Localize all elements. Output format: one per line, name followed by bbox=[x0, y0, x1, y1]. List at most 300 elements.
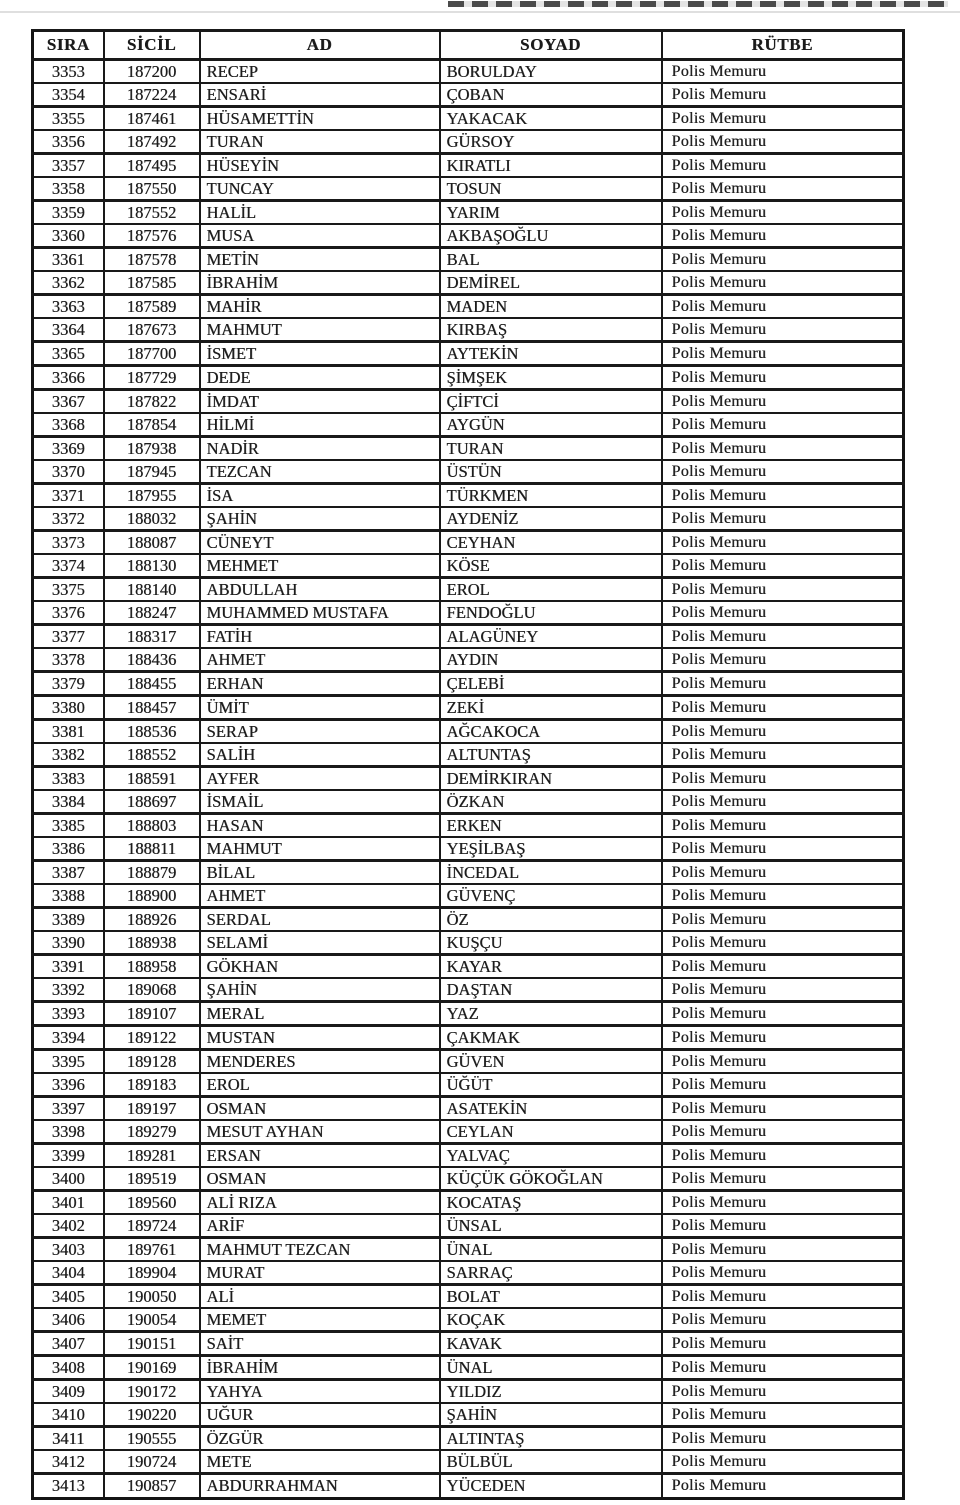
soyad-cell: ÇİFTCİ bbox=[440, 390, 662, 414]
soyad-cell: BORULDAY bbox=[440, 60, 662, 84]
soyad-cell: YAKACAK bbox=[440, 107, 662, 131]
sicil-cell: 187576 bbox=[104, 224, 200, 248]
sira-cell: 3353 bbox=[33, 60, 104, 84]
ad-cell: NADİR bbox=[200, 437, 440, 461]
sicil-cell: 188032 bbox=[104, 507, 200, 531]
sicil-cell: 188879 bbox=[104, 861, 200, 885]
soyad-cell: CEYLAN bbox=[440, 1120, 662, 1144]
sira-cell: 3383 bbox=[33, 767, 104, 791]
ad-cell: ALİ bbox=[200, 1285, 440, 1309]
table-row bbox=[33, 955, 904, 979]
soyad-cell: ASATEKİN bbox=[440, 1097, 662, 1121]
table-row bbox=[33, 1026, 904, 1050]
ad-cell: ÖZGÜR bbox=[200, 1427, 440, 1451]
sira-cell: 3396 bbox=[33, 1073, 104, 1097]
sicil-cell: 187585 bbox=[104, 271, 200, 295]
soyad-cell: KOCATAŞ bbox=[440, 1191, 662, 1215]
sicil-cell: 187461 bbox=[104, 107, 200, 131]
ad-cell: OSMAN bbox=[200, 1167, 440, 1191]
soyad-cell: AĞCAKOCA bbox=[440, 720, 662, 744]
rutbe-cell: Polis Memuru bbox=[662, 908, 904, 932]
rutbe-cell: Polis Memuru bbox=[662, 554, 904, 578]
sira-cell: 3388 bbox=[33, 884, 104, 908]
table-row bbox=[33, 224, 904, 248]
sira-cell: 3413 bbox=[33, 1474, 104, 1499]
sicil-cell: 190555 bbox=[104, 1427, 200, 1451]
sira-cell: 3397 bbox=[33, 1097, 104, 1121]
table-row bbox=[33, 978, 904, 1002]
rutbe-cell: Polis Memuru bbox=[662, 318, 904, 342]
sira-cell: 3374 bbox=[33, 554, 104, 578]
soyad-cell: YILDIZ bbox=[440, 1380, 662, 1404]
rutbe-cell: Polis Memuru bbox=[662, 295, 904, 319]
sira-cell: 3386 bbox=[33, 837, 104, 861]
ad-cell: ALİ RIZA bbox=[200, 1191, 440, 1215]
ad-cell: İSMAİL bbox=[200, 790, 440, 814]
rutbe-cell: Polis Memuru bbox=[662, 648, 904, 672]
sira-cell: 3379 bbox=[33, 672, 104, 696]
sira-cell: 3411 bbox=[33, 1427, 104, 1451]
table-row bbox=[33, 743, 904, 767]
rutbe-cell: Polis Memuru bbox=[662, 1261, 904, 1285]
table-row bbox=[33, 861, 904, 885]
rutbe-cell: Polis Memuru bbox=[662, 484, 904, 508]
rutbe-cell: Polis Memuru bbox=[662, 248, 904, 272]
table-row bbox=[33, 672, 904, 696]
table-row bbox=[33, 837, 904, 861]
ad-cell: İSMET bbox=[200, 342, 440, 366]
table-row bbox=[33, 931, 904, 955]
sicil-cell: 188591 bbox=[104, 767, 200, 791]
sicil-cell: 188926 bbox=[104, 908, 200, 932]
soyad-cell: YARIM bbox=[440, 201, 662, 225]
rutbe-cell: Polis Memuru bbox=[662, 1285, 904, 1309]
table-row bbox=[33, 248, 904, 272]
rutbe-cell: Polis Memuru bbox=[662, 767, 904, 791]
rutbe-cell: Polis Memuru bbox=[662, 884, 904, 908]
sicil-cell: 187224 bbox=[104, 83, 200, 107]
table-row bbox=[33, 366, 904, 390]
sicil-cell: 189068 bbox=[104, 978, 200, 1002]
sira-cell: 3371 bbox=[33, 484, 104, 508]
sira-cell: 3367 bbox=[33, 390, 104, 414]
ad-cell: MEHMET bbox=[200, 554, 440, 578]
ad-cell: CÜNEYT bbox=[200, 531, 440, 555]
soyad-cell: GÜVEN bbox=[440, 1050, 662, 1074]
sicil-cell: 188900 bbox=[104, 884, 200, 908]
sira-cell: 3362 bbox=[33, 271, 104, 295]
ad-cell: AHMET bbox=[200, 648, 440, 672]
soyad-cell: AYTEKİN bbox=[440, 342, 662, 366]
ad-cell: HASAN bbox=[200, 814, 440, 838]
soyad-cell: ALTINTAŞ bbox=[440, 1427, 662, 1451]
table-row bbox=[33, 1097, 904, 1121]
rutbe-cell: Polis Memuru bbox=[662, 1073, 904, 1097]
soyad-cell: EROL bbox=[440, 578, 662, 602]
table-row bbox=[33, 507, 904, 531]
rutbe-cell: Polis Memuru bbox=[662, 578, 904, 602]
rutbe-cell: Polis Memuru bbox=[662, 1144, 904, 1168]
sira-cell: 3399 bbox=[33, 1144, 104, 1168]
sira-cell: 3400 bbox=[33, 1167, 104, 1191]
sicil-cell: 190172 bbox=[104, 1380, 200, 1404]
rutbe-cell: Polis Memuru bbox=[662, 790, 904, 814]
soyad-cell: CEYHAN bbox=[440, 531, 662, 555]
soyad-cell: İNCEDAL bbox=[440, 861, 662, 885]
table-row bbox=[33, 814, 904, 838]
rutbe-cell: Polis Memuru bbox=[662, 83, 904, 107]
table-row bbox=[33, 1285, 904, 1309]
soyad-cell: GÜVENÇ bbox=[440, 884, 662, 908]
rutbe-cell: Polis Memuru bbox=[662, 955, 904, 979]
sicil-cell: 188938 bbox=[104, 931, 200, 955]
soyad-cell: YAZ bbox=[440, 1002, 662, 1026]
soyad-cell: ÜNAL bbox=[440, 1356, 662, 1380]
ad-cell: ARİF bbox=[200, 1214, 440, 1238]
table-row bbox=[33, 1356, 904, 1380]
table-row bbox=[33, 177, 904, 201]
soyad-cell: AYDIN bbox=[440, 648, 662, 672]
sira-cell: 3391 bbox=[33, 955, 104, 979]
ad-cell: ERSAN bbox=[200, 1144, 440, 1168]
table-row bbox=[33, 1427, 904, 1451]
ad-cell: TUNCAY bbox=[200, 177, 440, 201]
rutbe-cell: Polis Memuru bbox=[662, 201, 904, 225]
sira-cell: 3366 bbox=[33, 366, 104, 390]
rutbe-cell: Polis Memuru bbox=[662, 130, 904, 154]
ad-cell: TEZCAN bbox=[200, 460, 440, 484]
sira-cell: 3382 bbox=[33, 743, 104, 767]
ad-cell: EROL bbox=[200, 1073, 440, 1097]
table-row bbox=[33, 790, 904, 814]
sicil-cell: 190151 bbox=[104, 1332, 200, 1356]
sira-cell: 3361 bbox=[33, 248, 104, 272]
ad-cell: SERDAL bbox=[200, 908, 440, 932]
ad-cell: HÜSEYİN bbox=[200, 154, 440, 178]
sira-cell: 3395 bbox=[33, 1050, 104, 1074]
ad-cell: SALİH bbox=[200, 743, 440, 767]
soyad-cell: KIRATLI bbox=[440, 154, 662, 178]
soyad-cell: MADEN bbox=[440, 295, 662, 319]
sira-cell: 3378 bbox=[33, 648, 104, 672]
sira-cell: 3405 bbox=[33, 1285, 104, 1309]
sira-cell: 3358 bbox=[33, 177, 104, 201]
soyad-cell: TURAN bbox=[440, 437, 662, 461]
ad-cell: SERAP bbox=[200, 720, 440, 744]
sicil-cell: 188436 bbox=[104, 648, 200, 672]
table-row bbox=[33, 1450, 904, 1474]
table-row bbox=[33, 1332, 904, 1356]
table-row bbox=[33, 1144, 904, 1168]
ad-cell: HİLMİ bbox=[200, 413, 440, 437]
sicil-cell: 190169 bbox=[104, 1356, 200, 1380]
rutbe-cell: Polis Memuru bbox=[662, 107, 904, 131]
ad-cell: ABDULLAH bbox=[200, 578, 440, 602]
sira-cell: 3387 bbox=[33, 861, 104, 885]
sira-cell: 3385 bbox=[33, 814, 104, 838]
soyad-cell: ZEKİ bbox=[440, 696, 662, 720]
sira-cell: 3384 bbox=[33, 790, 104, 814]
table-row bbox=[33, 130, 904, 154]
table-row bbox=[33, 625, 904, 649]
sicil-cell: 187673 bbox=[104, 318, 200, 342]
sira-cell: 3375 bbox=[33, 578, 104, 602]
ad-cell: UĞUR bbox=[200, 1403, 440, 1427]
scan-artifact-streak bbox=[448, 1, 948, 7]
sira-cell: 3357 bbox=[33, 154, 104, 178]
sira-cell: 3393 bbox=[33, 1002, 104, 1026]
table-row bbox=[33, 554, 904, 578]
soyad-cell: KAVAK bbox=[440, 1332, 662, 1356]
rutbe-cell: Polis Memuru bbox=[662, 1214, 904, 1238]
table-body bbox=[33, 60, 904, 1499]
table-row bbox=[33, 437, 904, 461]
ad-cell: SAİT bbox=[200, 1332, 440, 1356]
soyad-cell: DEMİREL bbox=[440, 271, 662, 295]
sira-cell: 3392 bbox=[33, 978, 104, 1002]
rutbe-cell: Polis Memuru bbox=[662, 507, 904, 531]
soyad-cell: ÜNSAL bbox=[440, 1214, 662, 1238]
sicil-cell: 188457 bbox=[104, 696, 200, 720]
sicil-cell: 187700 bbox=[104, 342, 200, 366]
ad-cell: MAHMUT TEZCAN bbox=[200, 1238, 440, 1262]
sicil-cell: 187729 bbox=[104, 366, 200, 390]
table-row bbox=[33, 696, 904, 720]
soyad-cell: ŞAHİN bbox=[440, 1403, 662, 1427]
table-row bbox=[33, 484, 904, 508]
sira-cell: 3390 bbox=[33, 931, 104, 955]
rutbe-cell: Polis Memuru bbox=[662, 1308, 904, 1332]
table-row bbox=[33, 1214, 904, 1238]
rutbe-cell: Polis Memuru bbox=[662, 743, 904, 767]
table-row bbox=[33, 413, 904, 437]
rutbe-cell: Polis Memuru bbox=[662, 413, 904, 437]
rutbe-cell: Polis Memuru bbox=[662, 814, 904, 838]
soyad-cell: ÖZ bbox=[440, 908, 662, 932]
header-sira: SIRA bbox=[33, 31, 104, 60]
sira-cell: 3360 bbox=[33, 224, 104, 248]
soyad-cell: DAŞTAN bbox=[440, 978, 662, 1002]
ad-cell: MAHMUT bbox=[200, 318, 440, 342]
sicil-cell: 188247 bbox=[104, 601, 200, 625]
sicil-cell: 187589 bbox=[104, 295, 200, 319]
ad-cell: ERHAN bbox=[200, 672, 440, 696]
sicil-cell: 189519 bbox=[104, 1167, 200, 1191]
soyad-cell: GÜRSOY bbox=[440, 130, 662, 154]
sira-cell: 3354 bbox=[33, 83, 104, 107]
sicil-cell: 187492 bbox=[104, 130, 200, 154]
soyad-cell: TOSUN bbox=[440, 177, 662, 201]
rutbe-cell: Polis Memuru bbox=[662, 460, 904, 484]
table-row bbox=[33, 1002, 904, 1026]
sicil-cell: 188552 bbox=[104, 743, 200, 767]
table-row bbox=[33, 884, 904, 908]
rutbe-cell: Polis Memuru bbox=[662, 390, 904, 414]
ad-cell: İMDAT bbox=[200, 390, 440, 414]
sicil-cell: 188536 bbox=[104, 720, 200, 744]
rutbe-cell: Polis Memuru bbox=[662, 1474, 904, 1499]
ad-cell: ENSARİ bbox=[200, 83, 440, 107]
rutbe-cell: Polis Memuru bbox=[662, 837, 904, 861]
soyad-cell: BÜLBÜL bbox=[440, 1450, 662, 1474]
table-row bbox=[33, 390, 904, 414]
soyad-cell: YÜCEDEN bbox=[440, 1474, 662, 1499]
rutbe-cell: Polis Memuru bbox=[662, 1050, 904, 1074]
sicil-cell: 189904 bbox=[104, 1261, 200, 1285]
sicil-cell: 190054 bbox=[104, 1308, 200, 1332]
sira-cell: 3377 bbox=[33, 625, 104, 649]
sicil-cell: 187550 bbox=[104, 177, 200, 201]
rutbe-cell: Polis Memuru bbox=[662, 1332, 904, 1356]
table-row bbox=[33, 1120, 904, 1144]
ad-cell: MAHİR bbox=[200, 295, 440, 319]
soyad-cell: KIRBAŞ bbox=[440, 318, 662, 342]
sicil-cell: 188130 bbox=[104, 554, 200, 578]
rutbe-cell: Polis Memuru bbox=[662, 60, 904, 84]
ad-cell: TURAN bbox=[200, 130, 440, 154]
soyad-cell: AYGÜN bbox=[440, 413, 662, 437]
rutbe-cell: Polis Memuru bbox=[662, 1120, 904, 1144]
soyad-cell: ÇAKMAK bbox=[440, 1026, 662, 1050]
soyad-cell: KUŞÇU bbox=[440, 931, 662, 955]
soyad-cell: BAL bbox=[440, 248, 662, 272]
ad-cell: MURAT bbox=[200, 1261, 440, 1285]
table-row bbox=[33, 295, 904, 319]
sicil-cell: 189197 bbox=[104, 1097, 200, 1121]
sicil-cell: 189128 bbox=[104, 1050, 200, 1074]
sira-cell: 3407 bbox=[33, 1332, 104, 1356]
soyad-cell: ÜNAL bbox=[440, 1238, 662, 1262]
sira-cell: 3370 bbox=[33, 460, 104, 484]
sira-cell: 3372 bbox=[33, 507, 104, 531]
sira-cell: 3408 bbox=[33, 1356, 104, 1380]
rutbe-cell: Polis Memuru bbox=[662, 1097, 904, 1121]
sicil-cell: 188697 bbox=[104, 790, 200, 814]
rutbe-cell: Polis Memuru bbox=[662, 1427, 904, 1451]
table-row bbox=[33, 342, 904, 366]
sicil-cell: 189560 bbox=[104, 1191, 200, 1215]
sicil-cell: 188140 bbox=[104, 578, 200, 602]
sira-cell: 3412 bbox=[33, 1450, 104, 1474]
table-row bbox=[33, 1308, 904, 1332]
sicil-cell: 190857 bbox=[104, 1474, 200, 1499]
ad-cell: MERAL bbox=[200, 1002, 440, 1026]
ad-cell: HÜSAMETTİN bbox=[200, 107, 440, 131]
header-ad: AD bbox=[200, 31, 440, 60]
table-row bbox=[33, 601, 904, 625]
sira-cell: 3406 bbox=[33, 1308, 104, 1332]
table-row bbox=[33, 60, 904, 84]
soyad-cell: DEMİRKIRAN bbox=[440, 767, 662, 791]
sira-cell: 3401 bbox=[33, 1191, 104, 1215]
rutbe-cell: Polis Memuru bbox=[662, 1238, 904, 1262]
ad-cell: HALİL bbox=[200, 201, 440, 225]
sicil-cell: 190050 bbox=[104, 1285, 200, 1309]
sicil-cell: 187945 bbox=[104, 460, 200, 484]
sira-cell: 3409 bbox=[33, 1380, 104, 1404]
sicil-cell: 189761 bbox=[104, 1238, 200, 1262]
sira-cell: 3394 bbox=[33, 1026, 104, 1050]
ad-cell: MUHAMMED MUSTAFA bbox=[200, 601, 440, 625]
sicil-cell: 189281 bbox=[104, 1144, 200, 1168]
rutbe-cell: Polis Memuru bbox=[662, 154, 904, 178]
sira-cell: 3364 bbox=[33, 318, 104, 342]
sira-cell: 3369 bbox=[33, 437, 104, 461]
sicil-cell: 187495 bbox=[104, 154, 200, 178]
ad-cell: METE bbox=[200, 1450, 440, 1474]
table-header-row bbox=[33, 31, 904, 60]
table-row bbox=[33, 107, 904, 131]
soyad-cell: ALTUNTAŞ bbox=[440, 743, 662, 767]
rutbe-cell: Polis Memuru bbox=[662, 1380, 904, 1404]
soyad-cell: ÇOBAN bbox=[440, 83, 662, 107]
table-row bbox=[33, 318, 904, 342]
sira-cell: 3376 bbox=[33, 601, 104, 625]
ad-cell: ABDURRAHMAN bbox=[200, 1474, 440, 1499]
table-row bbox=[33, 1191, 904, 1215]
table-row bbox=[33, 271, 904, 295]
soyad-cell: KÜÇÜK GÖKOĞLAN bbox=[440, 1167, 662, 1191]
sira-cell: 3363 bbox=[33, 295, 104, 319]
ad-cell: MAHMUT bbox=[200, 837, 440, 861]
sira-cell: 3368 bbox=[33, 413, 104, 437]
table-row bbox=[33, 154, 904, 178]
ad-cell: MUSTAN bbox=[200, 1026, 440, 1050]
rutbe-cell: Polis Memuru bbox=[662, 1026, 904, 1050]
sicil-cell: 187955 bbox=[104, 484, 200, 508]
soyad-cell: FENDOĞLU bbox=[440, 601, 662, 625]
sira-cell: 3355 bbox=[33, 107, 104, 131]
soyad-cell: AKBAŞOĞLU bbox=[440, 224, 662, 248]
table-row bbox=[33, 578, 904, 602]
sira-cell: 3356 bbox=[33, 130, 104, 154]
ad-cell: SELAMİ bbox=[200, 931, 440, 955]
table-row bbox=[33, 531, 904, 555]
soyad-cell: ÜSTÜN bbox=[440, 460, 662, 484]
rutbe-cell: Polis Memuru bbox=[662, 931, 904, 955]
rutbe-cell: Polis Memuru bbox=[662, 672, 904, 696]
sicil-cell: 187200 bbox=[104, 60, 200, 84]
ad-cell: ÜMİT bbox=[200, 696, 440, 720]
ad-cell: MENDERES bbox=[200, 1050, 440, 1074]
table-row bbox=[33, 460, 904, 484]
table-row bbox=[33, 83, 904, 107]
table-row bbox=[33, 1073, 904, 1097]
soyad-cell: ÇELEBİ bbox=[440, 672, 662, 696]
soyad-cell: ÖZKAN bbox=[440, 790, 662, 814]
sicil-cell: 187552 bbox=[104, 201, 200, 225]
sira-cell: 3359 bbox=[33, 201, 104, 225]
soyad-cell: TÜRKMEN bbox=[440, 484, 662, 508]
soyad-cell: KAYAR bbox=[440, 955, 662, 979]
rutbe-cell: Polis Memuru bbox=[662, 978, 904, 1002]
sira-cell: 3389 bbox=[33, 908, 104, 932]
table-row bbox=[33, 1403, 904, 1427]
rutbe-cell: Polis Memuru bbox=[662, 601, 904, 625]
sicil-cell: 188455 bbox=[104, 672, 200, 696]
ad-cell: ŞAHİN bbox=[200, 978, 440, 1002]
ad-cell: METİN bbox=[200, 248, 440, 272]
header-soyad: SOYAD bbox=[440, 31, 662, 60]
soyad-cell: ALAGÜNEY bbox=[440, 625, 662, 649]
sicil-cell: 188317 bbox=[104, 625, 200, 649]
table-row bbox=[33, 767, 904, 791]
table-row bbox=[33, 1474, 904, 1499]
sicil-cell: 189183 bbox=[104, 1073, 200, 1097]
sicil-cell: 188087 bbox=[104, 531, 200, 555]
rutbe-cell: Polis Memuru bbox=[662, 1403, 904, 1427]
rutbe-cell: Polis Memuru bbox=[662, 1450, 904, 1474]
